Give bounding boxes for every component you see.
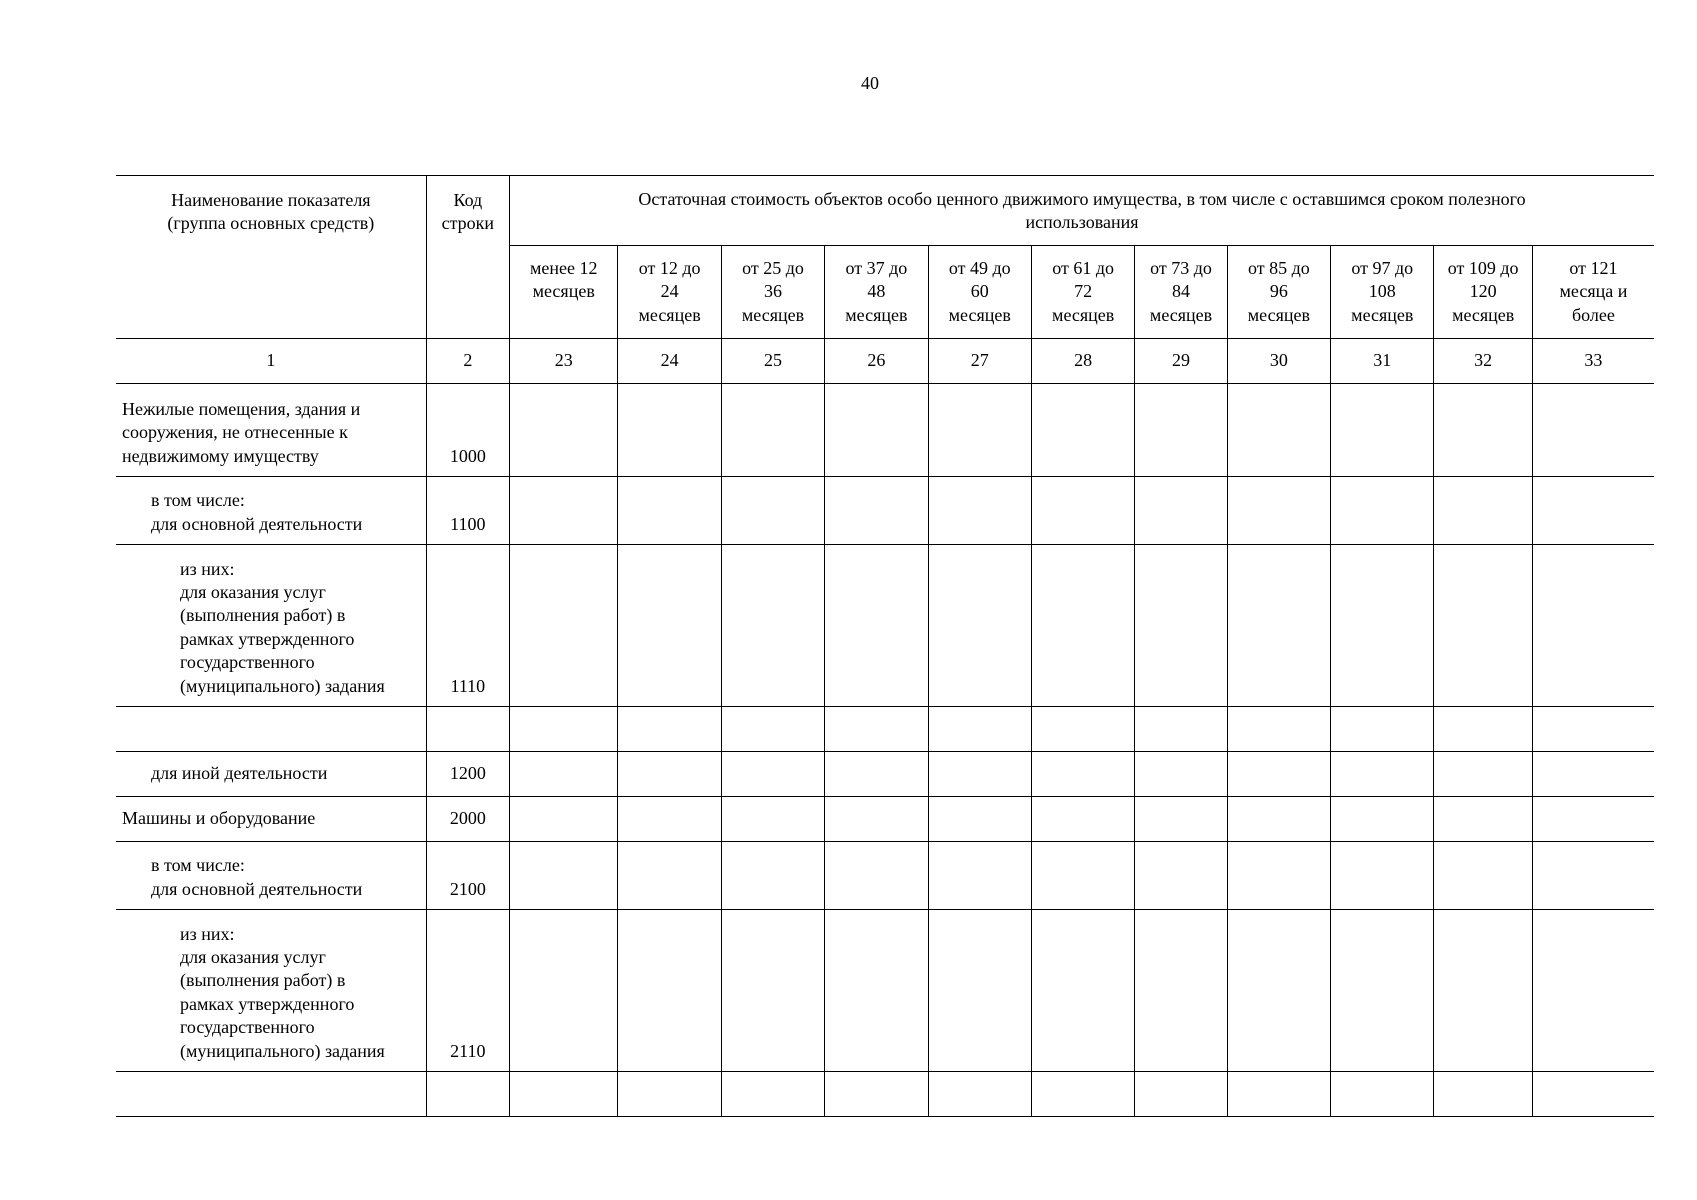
value-cell[interactable] [721,797,824,842]
value-cell[interactable] [1031,707,1134,752]
column-number: 29 [1135,339,1227,384]
residual-value-table [116,175,1654,1117]
value-cell[interactable] [1434,910,1532,1072]
value-cell[interactable] [1434,707,1532,752]
value-cell[interactable] [510,1072,618,1117]
column-number: 33 [1532,339,1654,384]
value-cell[interactable] [618,752,721,797]
value-cell[interactable] [1031,545,1134,707]
value-cell[interactable] [1135,707,1227,752]
header-period-61-72: от 61 до 72 месяцев [1031,246,1134,339]
column-number-row [116,339,1654,384]
column-number: 32 [1434,339,1532,384]
value-cell[interactable] [1031,752,1134,797]
value-cell[interactable] [1532,752,1654,797]
value-cell[interactable] [510,545,618,707]
value-cell[interactable] [1532,477,1654,545]
column-number: 24 [618,339,721,384]
header-residual-value-group: Остаточная стоимость объектов особо ценного движимого имущества, в том числе с оставшимся сроком полезного использования [510,176,1655,246]
header-period-73-84: от 73 до 84 месяцев [1135,246,1227,339]
value-cell[interactable] [510,384,618,477]
column-number: 26 [825,339,928,384]
value-cell[interactable] [1331,707,1434,752]
value-cell[interactable] [618,384,721,477]
value-cell[interactable] [1135,910,1227,1072]
column-number: 2 [426,339,509,384]
indicator-name-cell: для иной деятельности [116,752,426,797]
value-cell[interactable] [1135,384,1227,477]
header-period-121-plus: от 121 месяца и более [1532,246,1654,339]
value-cell[interactable] [510,477,618,545]
header-period-97-108: от 97 до 108 месяцев [1331,246,1434,339]
table-row [116,477,1654,545]
value-cell[interactable] [1331,752,1434,797]
value-cell[interactable] [1227,910,1330,1072]
value-cell[interactable] [1227,707,1330,752]
value-cell[interactable] [1532,545,1654,707]
value-cell[interactable] [1434,842,1532,910]
value-cell[interactable] [510,910,618,1072]
value-cell[interactable] [1532,797,1654,842]
value-cell[interactable] [618,477,721,545]
indicator-name-cell: в том числе: для основной деятельности [116,842,426,910]
value-cell[interactable] [721,842,824,910]
table-row [116,384,1654,477]
value-cell[interactable] [510,842,618,910]
indicator-name-cell: в том числе: для основной деятельности [116,477,426,545]
indicator-name-cell [116,707,426,752]
value-cell[interactable] [928,545,1031,707]
value-cell[interactable] [928,752,1031,797]
value-cell[interactable] [1331,797,1434,842]
row-code-cell: 1100 [426,477,509,545]
header-period-25-36: от 25 до 36 месяцев [721,246,824,339]
value-cell[interactable] [928,842,1031,910]
header-period-lt12: менее 12 месяцев [510,246,618,339]
value-cell[interactable] [825,752,928,797]
column-number: 27 [928,339,1031,384]
table-row [116,545,1654,707]
value-cell[interactable] [1532,707,1654,752]
value-cell[interactable] [721,1072,824,1117]
value-cell[interactable] [1331,384,1434,477]
value-cell[interactable] [721,910,824,1072]
value-cell[interactable] [1227,477,1330,545]
value-cell[interactable] [1227,1072,1330,1117]
column-number: 1 [116,339,426,384]
table-row [116,1072,1654,1117]
value-cell[interactable] [928,1072,1031,1117]
value-cell[interactable] [1031,797,1134,842]
value-cell[interactable] [1434,477,1532,545]
value-cell[interactable] [825,1072,928,1117]
indicator-name-cell [116,1072,426,1117]
value-cell[interactable] [1434,1072,1532,1117]
value-cell[interactable] [1331,842,1434,910]
value-cell[interactable] [1227,752,1330,797]
value-cell[interactable] [1434,797,1532,842]
value-cell[interactable] [618,1072,721,1117]
value-cell[interactable] [1031,477,1134,545]
value-cell[interactable] [825,477,928,545]
row-code-cell [426,1072,509,1117]
value-cell[interactable] [1227,842,1330,910]
table-row [116,752,1654,797]
value-cell[interactable] [510,752,618,797]
value-cell[interactable] [721,707,824,752]
indicator-name-cell: Машины и оборудование [116,797,426,842]
value-cell[interactable] [1031,842,1134,910]
column-number: 25 [721,339,824,384]
indicator-name-cell: из них: для оказания услуг (выполнения работ) в рамках утвержденного государственного (муниципального) задания [116,545,426,707]
value-cell[interactable] [1331,477,1434,545]
row-code-cell: 2000 [426,797,509,842]
value-cell[interactable] [1135,752,1227,797]
value-cell[interactable] [1031,910,1134,1072]
value-cell[interactable] [510,797,618,842]
value-cell[interactable] [1434,384,1532,477]
value-cell[interactable] [928,797,1031,842]
value-cell[interactable] [618,545,721,707]
column-number: 31 [1331,339,1434,384]
row-code-cell: 1200 [426,752,509,797]
table-row [116,910,1654,1072]
header-period-109-120: от 109 до 120 месяцев [1434,246,1532,339]
value-cell[interactable] [928,910,1031,1072]
value-cell[interactable] [928,384,1031,477]
column-number: 23 [510,339,618,384]
column-number: 30 [1227,339,1330,384]
row-code-cell [426,707,509,752]
table-row [116,707,1654,752]
value-cell[interactable] [1135,842,1227,910]
header-period-49-60: от 49 до 60 месяцев [928,246,1031,339]
value-cell[interactable] [721,477,824,545]
value-cell[interactable] [1331,1072,1434,1117]
value-cell[interactable] [1135,1072,1227,1117]
value-cell[interactable] [1434,545,1532,707]
value-cell[interactable] [1031,1072,1134,1117]
value-cell[interactable] [510,707,618,752]
indicator-name-cell: из них: для оказания услуг (выполнения работ) в рамках утвержденного государственного (муниципального) задания [116,910,426,1072]
value-cell[interactable] [928,707,1031,752]
value-cell[interactable] [1434,752,1532,797]
value-cell[interactable] [1532,1072,1654,1117]
value-cell[interactable] [618,707,721,752]
value-cell[interactable] [1331,910,1434,1072]
row-code-cell: 1110 [426,545,509,707]
value-cell[interactable] [1227,797,1330,842]
value-cell[interactable] [1532,842,1654,910]
row-code-cell: 2110 [426,910,509,1072]
header-period-85-96: от 85 до 96 месяцев [1227,246,1330,339]
page-number: 40 [861,73,879,93]
value-cell[interactable] [825,707,928,752]
value-cell[interactable] [618,910,721,1072]
value-cell[interactable] [721,384,824,477]
table-row [116,797,1654,842]
value-cell[interactable] [721,545,824,707]
value-cell[interactable] [825,384,928,477]
value-cell[interactable] [1135,477,1227,545]
value-cell[interactable] [1532,910,1654,1072]
value-cell[interactable] [1031,384,1134,477]
header-indicator-name: Наименование показателя (группа основных средств) [116,176,426,339]
table-row [116,842,1654,910]
value-cell[interactable] [618,797,721,842]
value-cell[interactable] [721,752,824,797]
header-row-code: Код строки [426,176,509,339]
value-cell[interactable] [825,842,928,910]
value-cell[interactable] [928,477,1031,545]
value-cell[interactable] [618,842,721,910]
value-cell[interactable] [1331,545,1434,707]
value-cell[interactable] [1135,545,1227,707]
row-code-cell: 2100 [426,842,509,910]
value-cell[interactable] [825,797,928,842]
header-period-12-24: от 12 до 24 месяцев [618,246,721,339]
value-cell[interactable] [1135,797,1227,842]
column-number: 28 [1031,339,1134,384]
row-code-cell: 1000 [426,384,509,477]
value-cell[interactable] [825,545,928,707]
indicator-name-cell: Нежилые помещения, здания и сооружения, не отнесенные к недвижимому имуществу [116,384,426,477]
value-cell[interactable] [1227,545,1330,707]
header-period-37-48: от 37 до 48 месяцев [825,246,928,339]
value-cell[interactable] [825,910,928,1072]
value-cell[interactable] [1532,384,1654,477]
value-cell[interactable] [1227,384,1330,477]
